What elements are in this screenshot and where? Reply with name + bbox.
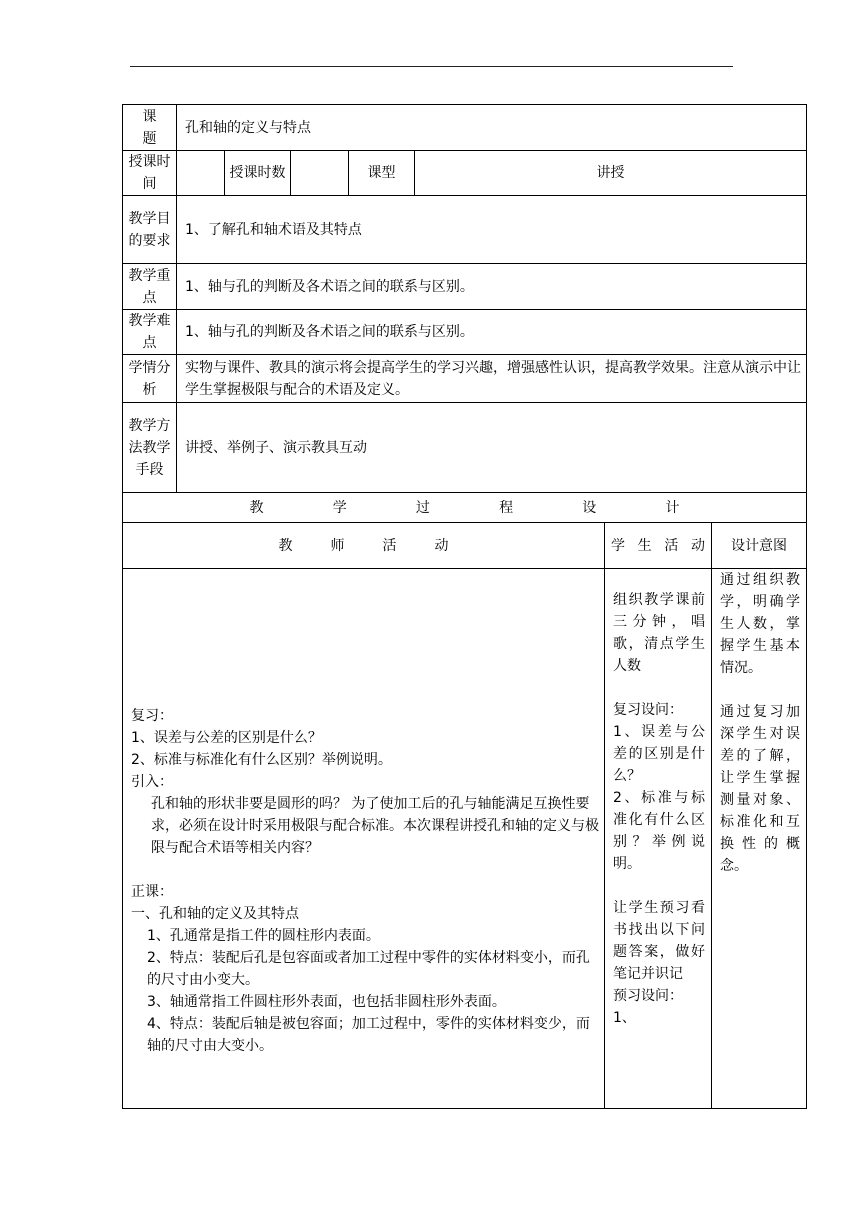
difficulty-value: 1、轴与孔的判断及各术语之间的联系与区别。 — [177, 310, 807, 355]
student-preview-task: 让学生预习看书找出以下问题答案，做好笔记并识记 — [613, 900, 705, 982]
type-value: 讲授 — [415, 151, 807, 196]
point-2: 2、特点：装配后孔是包容面或者加工过程中零件的实体材料变小，而孔的尺寸由小变大。 — [147, 950, 590, 988]
process-title: 教学过程设计 — [123, 493, 807, 523]
time-label: 授课时间 — [123, 151, 177, 196]
lesson-title: 正课： — [131, 884, 173, 900]
method-value: 讲授、举例子、演示教具互动 — [177, 403, 807, 493]
review-title: 复习： — [131, 708, 173, 724]
teacher-activity-cell — [123, 569, 605, 1109]
objective-label: 教学目的要求 — [123, 196, 177, 264]
analysis-label: 学情分析 — [123, 355, 177, 403]
student-organize: 组织教学课前三分钟，唱歌，清点学生人数 — [613, 592, 705, 674]
point-1: 1、孔通常是指工件的圆柱形内表面。 — [147, 928, 380, 944]
student-review-q1: 1、误差与公差的区别是什么？ — [613, 724, 705, 784]
time-value — [177, 151, 225, 196]
objective-value: 1、了解孔和轴术语及其特点 — [177, 196, 807, 264]
topic-label: 课 题 — [123, 105, 177, 151]
difficulty-label: 教学难点 — [123, 310, 177, 355]
point-3: 3、轴通常指工件圆柱形外表面，也包括非圆柱形外表面。 — [147, 994, 506, 1010]
teacher-header: 教师活动 — [123, 523, 605, 569]
point-4: 4、特点：装配后轴是被包容面；加工过程中，零件的实体材料变少，而轴的尺寸由大变小。 — [147, 1016, 590, 1054]
topic-value: 孔和轴的定义与特点 — [177, 105, 807, 151]
method-label: 教学方法教学手段 — [123, 403, 177, 493]
hours-value — [291, 151, 349, 196]
student-review-q2: 2、标准与标准化有什么区别？举例说明。 — [613, 790, 705, 872]
intent-review: 通过复习加深学生对误差的了解，让学生掌握测量对象、标准化和互换性的概念。 — [720, 704, 800, 874]
student-preview-q1: 1、 — [613, 1010, 636, 1026]
review-question-2: 2、标准与标准化有什么区别？举例说明。 — [131, 752, 392, 768]
lesson-plan-table — [122, 104, 807, 1109]
student-review-title: 复习设问： — [613, 702, 683, 718]
intent-header: 设计意图 — [712, 523, 807, 569]
key-point-value: 1、轴与孔的判断及各术语之间的联系与区别。 — [177, 264, 807, 310]
section-1-heading: 一、孔和轴的定义及其特点 — [131, 906, 299, 922]
analysis-value: 实物与课件、教具的演示将会提高学生的学习兴趣，增强感性认识，提高教学效果。注意从演示中让学生掌握极限与配合的术语及定义。 — [177, 355, 807, 403]
design-intent-cell — [712, 569, 807, 1109]
student-preview-title: 预习设问： — [613, 988, 683, 1004]
hours-label: 授课时数 — [225, 151, 291, 196]
header-rule — [130, 66, 733, 67]
review-question-1: 1、误差与公差的区别是什么？ — [131, 730, 322, 746]
intent-organize: 通过组织教学，明确学生人数，掌握学生基本情况。 — [720, 572, 800, 676]
intro-title: 引入： — [131, 774, 173, 790]
intro-text: 孔和轴的形状非要是圆形的吗？ 为了使加工后的孔与轴能满足互换性要求，必须在设计时采用极限与配合标准。本次课程讲授孔和轴的定义与极限与配合术语等相关内容？ — [151, 796, 599, 856]
student-activity-cell — [605, 569, 712, 1109]
student-header: 学生活动 — [605, 523, 712, 569]
type-label: 课型 — [349, 151, 415, 196]
key-point-label: 教学重点 — [123, 264, 177, 310]
